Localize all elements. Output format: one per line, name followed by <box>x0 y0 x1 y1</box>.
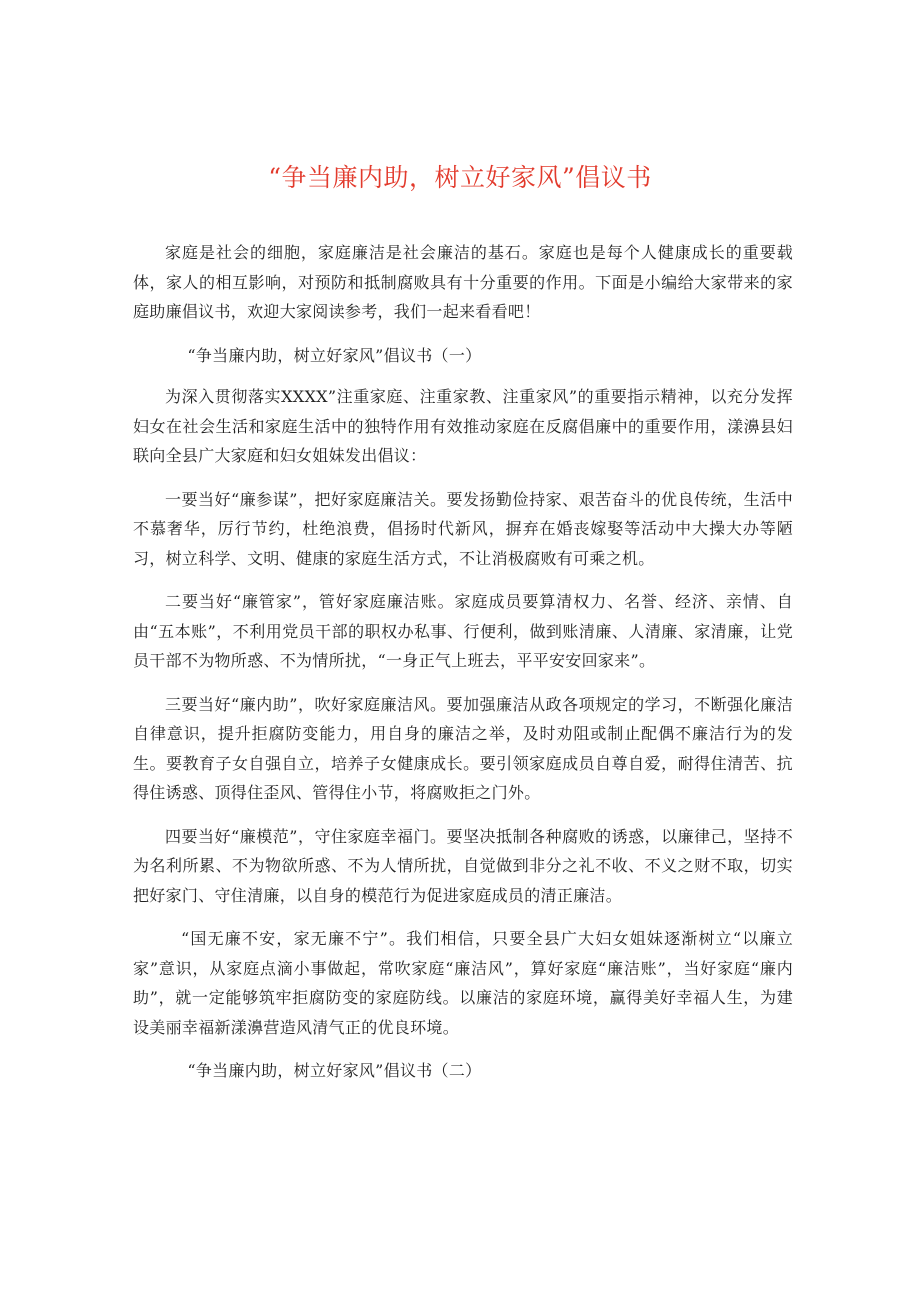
body-paragraph: “国无廉不安，家无廉不宁”。我们相信，只要全县广大妇女姐妹逐渐树立“以廉立家”意识，从家庭点滴小事做起，常吹家庭“廉洁风”，算好家庭“廉洁账”，当好家庭“廉内助”，就一定能够筑牢拒腐防变的家庭防线。以廉洁的家庭环境，赢得美好幸福人生，为建设美丽幸福新漾濞营造风清气正的优良环境。 <box>133 929 793 1037</box>
document-title: “争当廉内助，树立好家风”倡议书 <box>268 163 652 192</box>
section-heading-2: “争当廉内助，树立好家风”倡议书（二） <box>187 1061 482 1080</box>
body-paragraph: 一要当好“廉参谋”，把好家庭廉洁关。要发扬勤俭持家、艰苦奋斗的优良传统，生活中不慕奢华，厉行节约，杜绝浪费，倡扬时代新风，摒弃在婚丧嫁娶等活动中大操大办等陋习，树立科学、文明、健康的家庭生活方式，不让消极腐败有可乘之机。 <box>133 489 793 568</box>
document-body <box>133 238 793 1098</box>
body-paragraph: 二要当好“廉管家”，管好家庭廉洁账。家庭成员要算清权力、名誉、经济、亲情、自由“五本账”，不利用党员干部的职权办私事、行便利，做到账清廉、人清廉、家清廉，让党员干部不为物所惑、不为情所扰，“一身正气上班去，平平安安回家来”。 <box>133 592 793 670</box>
section-heading-1: “争当廉内助，树立好家风”倡议书（一） <box>187 345 482 365</box>
intro-paragraph: 家庭是社会的细胞，家庭廉洁是社会廉洁的基石。家庭也是每个人健康成长的重要载体，家人的相互影响，对预防和抵制腐败具有十分重要的作用。下面是小编给大家带来的家庭助廉倡议书，欢迎大家阅读参考，我们一起来看看吧！ <box>133 243 793 321</box>
body-paragraph: 四要当好“廉模范”，守住家庭幸福门。要坚决抵制各种腐败的诱惑，以廉律己，坚持不为名利所累、不为物欲所惑、不为人情所扰，自觉做到非分之礼不收、不义之财不取，切实把好家门、守住清廉，以自身的模范行为促进家庭成员的清正廉洁。 <box>133 826 793 905</box>
body-paragraph: 为深入贯彻落实XXXX”注重家庭、注重家教、注重家风”的重要指示精神，以充分发挥妇女在社会生活和家庭生活中的独特作用有效推动家庭在反腐倡廉中的重要作用，漾濞县妇联向全县广大家庭和妇女姐妹发出倡议： <box>133 387 793 465</box>
body-paragraph: 三要当好“廉内助”，吹好家庭廉洁风。要加强廉洁从政各项规定的学习，不断强化廉洁自律意识，提升拒腐防变能力，用自身的廉洁之举，及时劝阻或制止配偶不廉洁行为的发生。要教育子女自强自立，培养子女健康成长。要引领家庭成员自尊自爱，耐得住清苦、抗得住诱惑、顶得住歪风、管得住小节，将腐败拒之门外。 <box>133 694 793 802</box>
